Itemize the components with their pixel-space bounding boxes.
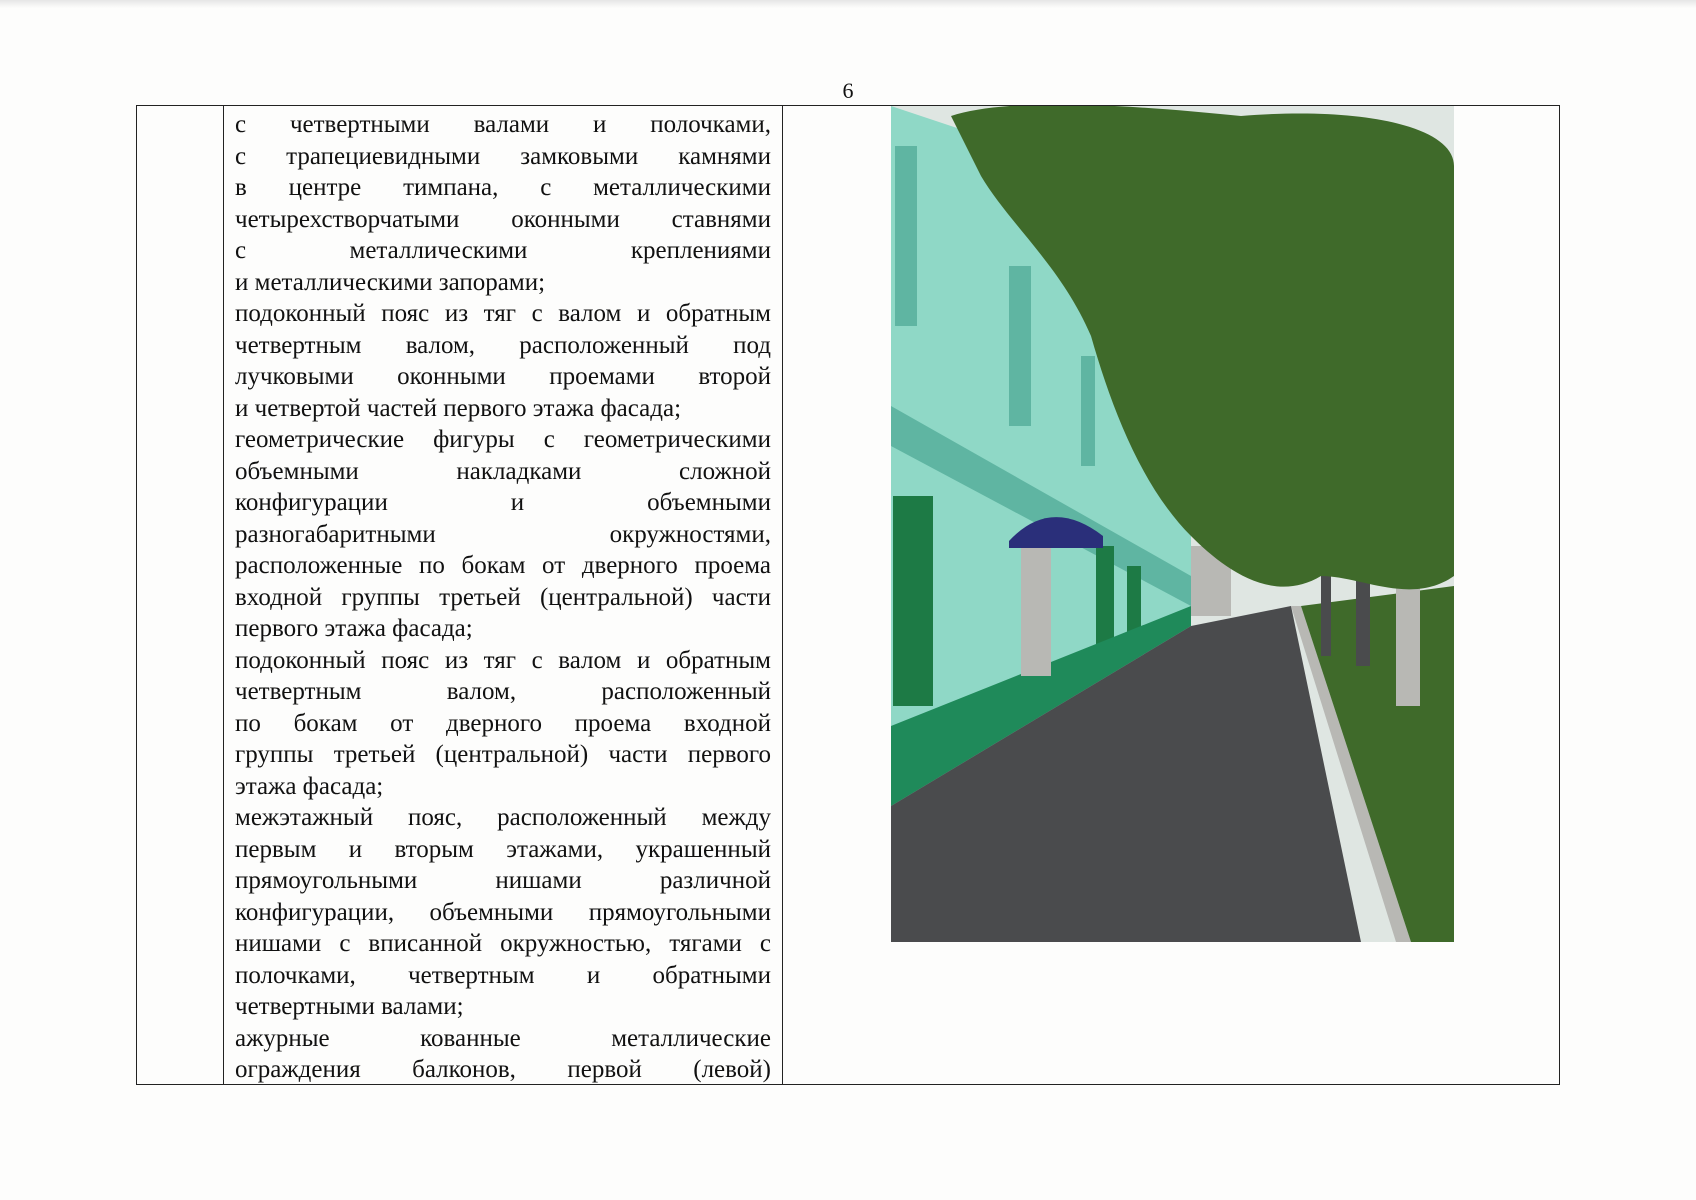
description-cell: [235, 109, 771, 1086]
text-line: группы третьей (центральной) части первого: [235, 741, 771, 768]
photo-shutter: [1096, 546, 1114, 646]
document-table: [136, 105, 1560, 1085]
photo-window: [1081, 356, 1095, 466]
column-divider-1: [223, 106, 224, 1084]
text-line: подоконный пояс из тяг с валом и обратным: [235, 300, 771, 327]
text-line: в центре тимпана, с металлическими: [235, 174, 771, 201]
text-line: четырехстворчатыми оконными ставнями: [235, 205, 771, 233]
text-line: четвертными валами;: [235, 993, 464, 1020]
photo-window: [1009, 266, 1031, 426]
text-line: с металлическими креплениями: [235, 237, 771, 264]
text-line: первым и вторым этажами, украшенный: [235, 835, 771, 863]
text-line: четвертным валом, расположенный под: [235, 331, 771, 359]
text-line: по бокам от дверного проема входной: [235, 709, 771, 737]
text-line: разногабаритными окружностями,: [235, 520, 771, 548]
text-line: межэтажный пояс, расположенный между: [235, 804, 771, 831]
photo-shutter: [893, 496, 933, 706]
text-line: лучковыми оконными проемами второй: [235, 363, 771, 390]
text-line: конфигурации и объемными: [235, 489, 771, 516]
text-line: подоконный пояс из тяг с валом и обратным: [235, 646, 771, 674]
text-line: ограждения балконов, первой (левой): [235, 1056, 771, 1083]
text-line: геометрические фигуры с геометрическими: [235, 426, 771, 453]
text-line: полочками, четвертным и обратными: [235, 961, 771, 989]
text-line: и четвертой частей первого этажа фасада;: [235, 394, 682, 422]
photo-door: [1021, 536, 1051, 676]
text-line: и металлическими запорами;: [235, 268, 546, 296]
facade-photo: [891, 106, 1454, 942]
text-line: расположенные по бокам от дверного проема: [235, 552, 771, 579]
column-divider-2: [782, 106, 783, 1084]
text-line: четвертным валом, расположенный: [235, 678, 771, 705]
text-line: конфигурации, объемными прямоугольными: [235, 898, 771, 926]
text-line: этажа фасада;: [235, 772, 384, 800]
photo-window: [895, 146, 917, 326]
text-line: объемными накладками сложной: [235, 457, 771, 485]
facade-photo-drawing: [891, 106, 1454, 942]
text-line: с четвертными валами и полочками,: [235, 111, 771, 138]
text-line: первого этажа фасада;: [235, 615, 473, 642]
text-line: нишами с вписанной окружностью, тягами с: [235, 930, 771, 957]
text-line: прямоугольными нишами различной: [235, 867, 771, 894]
page-number: 6: [842, 78, 854, 103]
text-line: с трапециевидными замковыми камнями: [235, 142, 771, 170]
text-line: ажурные кованные металлические: [235, 1024, 771, 1052]
scan-edge: [0, 0, 1696, 8]
text-line: входной группы третьей (центральной) части: [235, 583, 771, 611]
